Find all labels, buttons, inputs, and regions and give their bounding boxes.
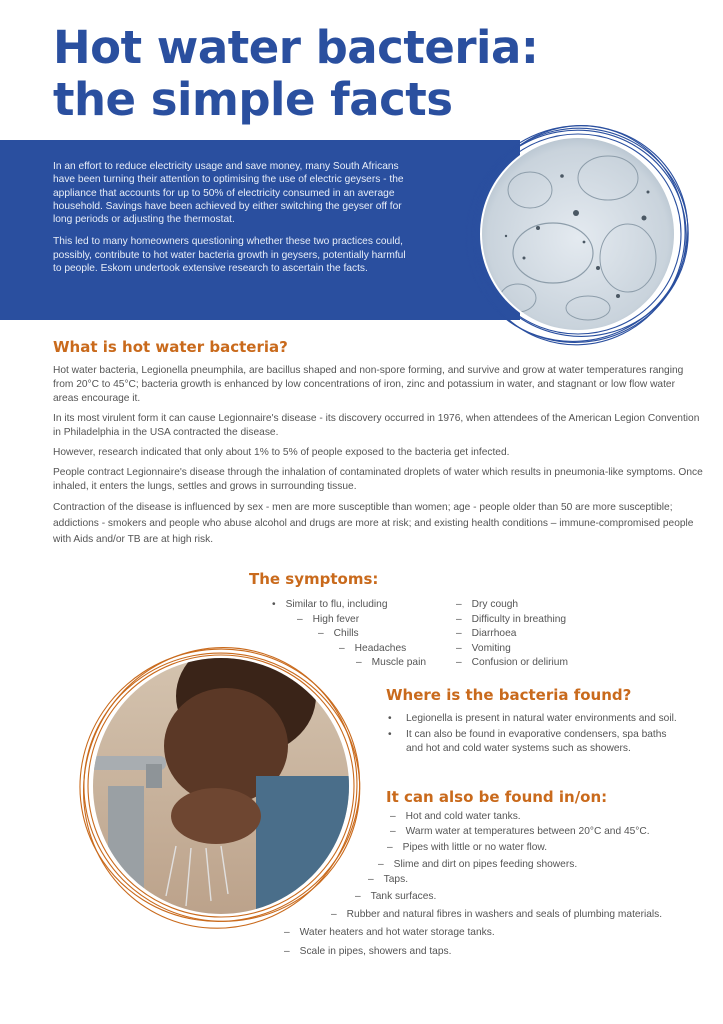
what-body — [53, 364, 703, 554]
symptom-item: – High fever — [297, 614, 359, 625]
also-item: – Slime and dirt on pipes feeding showers. — [378, 859, 577, 870]
girl-drinking-image — [56, 626, 386, 956]
also-item: – Pipes with little or no water flow. — [387, 842, 547, 853]
symptom-item: – Muscle pain — [356, 657, 426, 668]
also-heading: It can also be found in/on: — [386, 788, 608, 806]
what-paragraph-3: However, research indicated that only about 1% to 5% of people exposed to the bacteria get infected. — [53, 447, 510, 458]
petri-dish-image — [458, 118, 698, 358]
page-title — [53, 22, 538, 126]
title-line-1: Hot water bacteria: — [53, 21, 539, 74]
also-item: – Tank surfaces. — [355, 891, 436, 902]
intro-banner — [0, 140, 520, 320]
what-paragraph-2: In its most virulent form it can cause Legionnaire's disease - its discovery occurred in 1976, when attendees of the American Legion Convention in Philadelphia in the USA contracted the disease. — [53, 413, 700, 438]
also-item: – Warm water at temperatures between 20°C and 45°C. — [390, 826, 650, 837]
symptom-lead: • Similar to flu, including — [272, 599, 388, 610]
symptom-item: – Vomiting — [456, 643, 511, 654]
where-item: • Legionella is present in natural water environments and soil. — [386, 712, 686, 726]
where-list — [386, 712, 686, 756]
symptom-item: – Diarrhoea — [456, 628, 516, 639]
what-heading: What is hot water bacteria? — [53, 338, 288, 356]
intro-paragraph-1: In an effort to reduce electricity usage and save money, many South Africans have been turning their attention to optimising the use of electric geysers - the appliance that accounts for up to 50% of electricity consumed in an average household. Savings have been achieved by either switching the geyser off for long periods or adjusting the thermostat. — [53, 161, 404, 226]
what-paragraph-5: Contraction of the disease is influenced by sex - men are more susceptible than women; age - people older than 50 are more susceptible; addictions - smokers and people who abuse alcohol and drugs are more at risk; and existing health conditions – immune-compromised people with Aids and/or TB are at high risk. — [53, 502, 694, 545]
where-heading: Where is the bacteria found? — [386, 686, 632, 704]
symptom-item: – Difficulty in breathing — [456, 614, 566, 625]
also-item: – Hot and cold water tanks. — [390, 811, 521, 822]
symptom-item: – Confusion or delirium — [456, 657, 568, 668]
intro-text — [53, 160, 413, 284]
intro-paragraph-2: This led to many homeowners questioning whether these two practices could, possibly, contribute to hot water bacteria growth in geysers, potentially harmful to people. Eskom undertook extensive research to ascertain the facts. — [53, 236, 406, 275]
also-item: – Rubber and natural fibres in washers and seals of plumbing materials. — [331, 909, 662, 920]
symptom-item: – Dry cough — [456, 599, 518, 610]
also-item: – Water heaters and hot water storage tanks. — [284, 927, 495, 938]
title-line-2: the simple facts — [53, 73, 453, 126]
symptom-item: – Headaches — [339, 643, 406, 654]
where-item: • It can also be found in evaporative condensers, spa baths and hot and cold water systems such as showers. — [386, 728, 686, 756]
symptom-item: – Chills — [318, 628, 359, 639]
what-paragraph-4: People contract Legionnaire's disease through the inhalation of contaminated droplets of water which results in pneumonia-like symptoms. Once inhaled, it enters the lungs, settles and grows in surrounding tissue. — [53, 467, 703, 492]
also-item: – Scale in pipes, showers and taps. — [284, 946, 451, 957]
what-paragraph-1: Hot water bacteria, Legionella pneumphila, are bacillus shaped and non-spore forming, and survive and grow at water temperatures ranging from 20°C to 45°C; bacteria growth is enhanced by low concentrations of iron, zinc and potassium in water, and stagnant or low flow water areas encourage it. — [53, 365, 684, 404]
also-item: – Taps. — [368, 874, 408, 885]
symptoms-heading: The symptoms: — [249, 570, 379, 588]
